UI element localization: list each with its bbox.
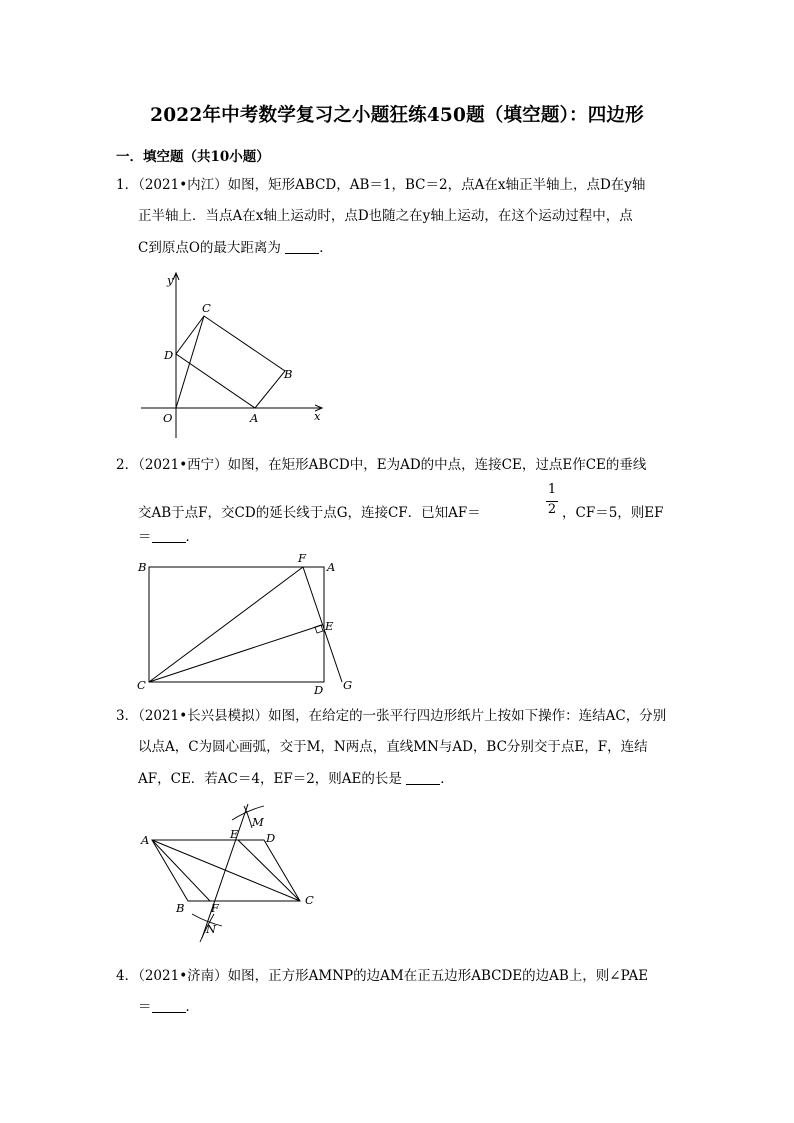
q3-end-mark: ． [440, 771, 454, 787]
q2-label-b: B [138, 560, 147, 574]
q2-line-3-text: ＝ [138, 529, 152, 545]
q2-label-g: G [343, 678, 353, 692]
q2-line-2b: ，CF＝5，则EF [562, 505, 664, 521]
q3-line-3 [138, 770, 454, 788]
q2-label-c: C [137, 678, 146, 692]
q4-line-2 [138, 998, 199, 1016]
q3-figure [136, 796, 326, 948]
q3-answer-blank[interactable] [406, 771, 440, 785]
q2-segment-cf [149, 567, 303, 682]
q1-label-y: y [167, 273, 174, 287]
q2-line-fg [303, 567, 342, 682]
q3-label-e: E [230, 827, 239, 841]
q3-label-a: A [141, 833, 150, 847]
q3-label-c: C [305, 893, 314, 907]
q1-label-x: x [314, 409, 321, 423]
q3-label-b: B [176, 901, 185, 915]
section-heading: 一．填空题（共10小题） [116, 149, 270, 165]
q3-label-f: F [211, 901, 219, 915]
q2-label-f: F [298, 551, 306, 565]
q1-label-b: B [284, 367, 293, 381]
q3-segment-af [152, 840, 210, 901]
q1-label-a: A [250, 411, 259, 425]
q1-figure [135, 266, 335, 442]
q2-segment-ce [149, 625, 322, 682]
q3-label-n: N [206, 922, 217, 936]
q2-label-a: A [327, 560, 336, 574]
q2-fraction [545, 482, 559, 517]
q1-label-d: D [164, 348, 174, 362]
q2-end-mark: ． [185, 529, 199, 545]
q1-end-mark: ． [319, 240, 333, 256]
q2-line-1: 2．（2021•西宁）如图，在矩形ABCD中，E为AD的中点，连接CE，过点E作CE的垂线 [116, 457, 647, 473]
q1-segment-oc [176, 316, 204, 408]
q2-line-2a: 交AB于点F，交CD的延长线于点G，连接CF．已知AF＝ [138, 505, 481, 521]
q3-arc-m-2 [244, 806, 252, 828]
q2-fraction-numerator: 1 [547, 482, 557, 497]
q1-line-3 [138, 239, 333, 257]
q3-line-1: 3．（2021•长兴县模拟）如图，在给定的一张平行四边形纸片上按如下操作：连结AC，分别 [116, 708, 667, 724]
q3-diagonal-ac [152, 840, 300, 901]
q1-line-1: 1．（2021•内江）如图，矩形ABCD，AB＝1，BC＝2，点A在x轴正半轴上，点D在y轴 [116, 177, 646, 193]
q1-label-o: O [163, 411, 173, 425]
q3-line-mn [202, 804, 248, 938]
q1-answer-blank[interactable] [285, 240, 319, 254]
q2-figure [132, 550, 362, 696]
page-title: 2022年中考数学复习之小题狂练450题（填空题）：四边形 [150, 105, 644, 126]
q4-line-1: 4．（2021•济南）如图，正方形AMNP的边AM在正五边形ABCDE的边AB上，则∠PAE [116, 968, 649, 984]
q4-answer-blank[interactable] [152, 999, 186, 1013]
q4-end-mark: ． [185, 999, 199, 1015]
q2-answer-blank[interactable] [152, 529, 186, 543]
q3-line-3-text: AF，CE．若AC＝4，EF＝2，则AE的长是 [138, 771, 402, 787]
q4-line-2-text: ＝ [138, 999, 152, 1015]
q2-label-e: E [325, 619, 334, 633]
q1-label-c: C [202, 301, 211, 315]
q1-line-2: 正半轴上．当点A在x轴上运动时，点D也随之在y轴上运动，在这个运动过程中，点 [138, 208, 633, 224]
q3-line-2: 以点A，C为圆心画弧，交于M，N两点，直线MN与AD，BC分别交于点E，F，连结 [138, 739, 648, 755]
q1-rectangle-abcd [176, 316, 285, 408]
q1-line-3-text: C到原点O的最大距离为 [138, 240, 281, 256]
q2-line-3 [138, 528, 199, 546]
q2-rectangle-abcd [149, 567, 324, 682]
q2-label-d: D [314, 683, 324, 696]
q2-fraction-denominator: 2 [547, 502, 557, 517]
q3-label-m: M [252, 815, 264, 829]
q3-label-d: D [266, 831, 276, 845]
